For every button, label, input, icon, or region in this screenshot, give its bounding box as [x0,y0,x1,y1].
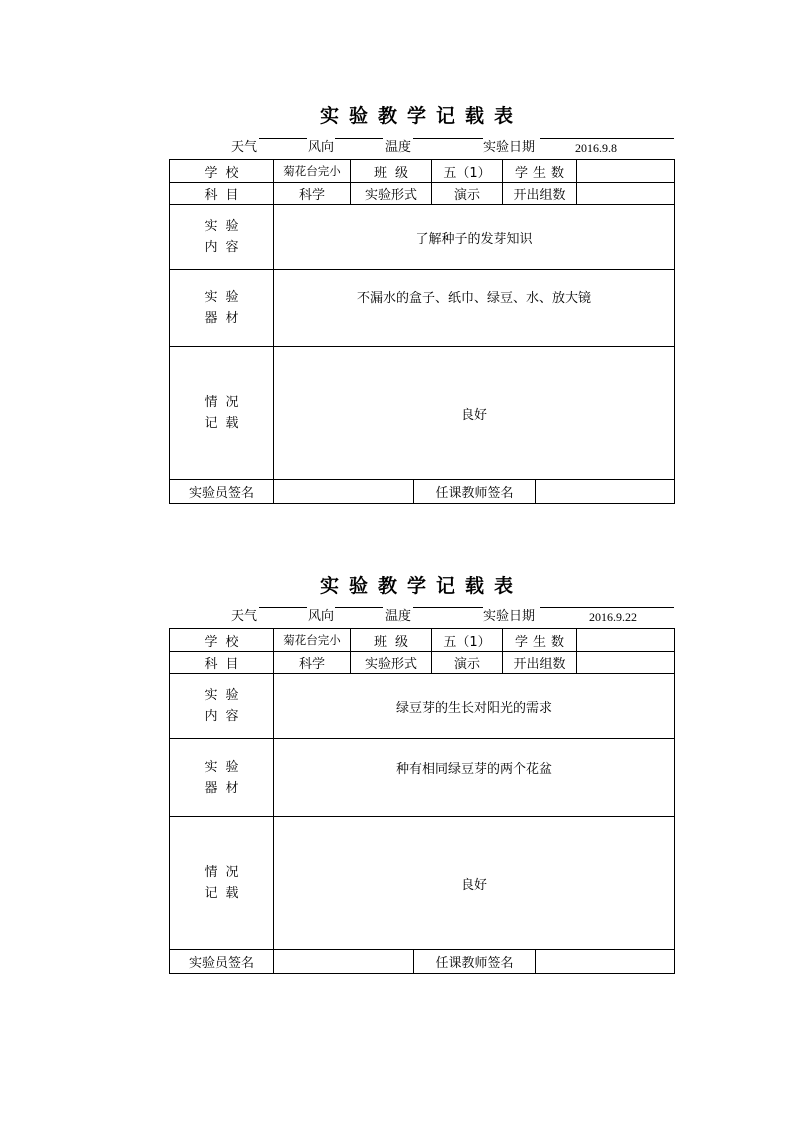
wind-field[interactable] [335,138,383,139]
class-value[interactable]: 五（1） [432,629,503,652]
subject-label: 科目 [170,652,274,674]
school-label: 学校 [170,160,274,183]
temperature-label: 温度 [385,609,412,624]
school-value[interactable]: 菊花台完小 [274,629,351,652]
equipment-label [170,739,274,817]
record-table [169,628,675,950]
date-value: 2016.9.8 [575,141,617,155]
equipment-value[interactable] [274,270,675,347]
signature-table [169,949,675,974]
record-label-line1: 情况 [204,865,247,880]
subject-label: 科目 [170,183,274,205]
wind-label: 风向 [308,609,335,624]
equipment-text: 不漏水的盒子、纸巾、绿豆、水、放大镜 [356,291,591,306]
equipment-text: 种有相同绿豆芽的两个花盆 [395,762,552,777]
wind-field[interactable] [335,607,383,608]
equipment-label-line2: 器材 [204,311,247,326]
class-value[interactable]: 五（1） [432,160,503,183]
record-label-line2: 记载 [204,416,247,431]
experiment-form-label: 实验形式 [351,652,432,674]
date-value: 2016.9.22 [589,610,637,624]
record-label-line2: 记载 [204,886,247,901]
signature-table [169,479,675,504]
class-label: 班级 [351,160,432,183]
record-label [170,817,274,950]
class-label: 班级 [351,629,432,652]
content-label-line2: 内容 [204,240,247,255]
weather-field[interactable] [259,138,307,139]
equipment-label-line1: 实验 [204,759,247,775]
record-value[interactable]: 良好 [274,347,675,480]
students-value[interactable] [577,629,675,652]
wind-label: 风向 [308,140,335,155]
school-value[interactable]: 菊花台完小 [274,160,351,183]
lab-staff-signature-label: 实验员签名 [170,950,274,974]
groups-value[interactable] [577,652,675,674]
students-label: 学生数 [503,160,577,183]
groups-value[interactable] [577,183,675,205]
record-table [169,159,675,480]
lab-staff-signature-field[interactable] [274,950,414,974]
content-label [170,205,274,270]
school-label: 学校 [170,629,274,652]
date-label: 实验日期 [483,609,536,624]
teacher-signature-field[interactable] [536,950,675,974]
form-title: 实验教学记载表 [319,575,523,597]
form-header [169,607,674,627]
groups-label: 开出组数 [503,183,577,205]
subject-value[interactable]: 科学 [274,183,351,205]
form-header [169,138,674,158]
content-label-line1: 实验 [204,219,247,234]
content-label [170,674,274,739]
weather-field[interactable] [259,607,307,608]
equipment-label [170,270,274,347]
record-label [170,347,274,480]
equipment-label-line1: 实验 [204,290,247,305]
lab-staff-signature-label: 实验员签名 [170,480,274,504]
equipment-label-line2: 器材 [204,780,247,796]
form-title: 实验教学记载表 [319,105,523,127]
experiment-form-value[interactable]: 演示 [432,183,503,205]
subject-value[interactable]: 科学 [274,652,351,674]
teacher-signature-field[interactable] [536,480,675,504]
content-value[interactable]: 绿豆芽的生长对阳光的需求 [274,674,675,739]
record-label-line1: 情况 [204,395,247,410]
experiment-form-value[interactable]: 演示 [432,652,503,674]
record-value[interactable]: 良好 [274,817,675,950]
groups-label: 开出组数 [503,652,577,674]
weather-label: 天气 [231,140,258,155]
teacher-signature-label: 任课教师签名 [414,950,536,974]
experiment-form-label: 实验形式 [351,183,432,205]
weather-label: 天气 [231,609,258,624]
equipment-value[interactable] [274,739,675,817]
temperature-field[interactable] [413,607,483,608]
content-label-line2: 内容 [204,709,247,724]
date-label: 实验日期 [483,140,536,155]
students-value[interactable] [577,160,675,183]
students-label: 学生数 [503,629,577,652]
lab-staff-signature-field[interactable] [274,480,414,504]
content-value[interactable]: 了解种子的发芽知识 [274,205,675,270]
teacher-signature-label: 任课教师签名 [414,480,536,504]
temperature-field[interactable] [413,138,483,139]
content-label-line1: 实验 [204,688,247,703]
temperature-label: 温度 [385,140,412,155]
